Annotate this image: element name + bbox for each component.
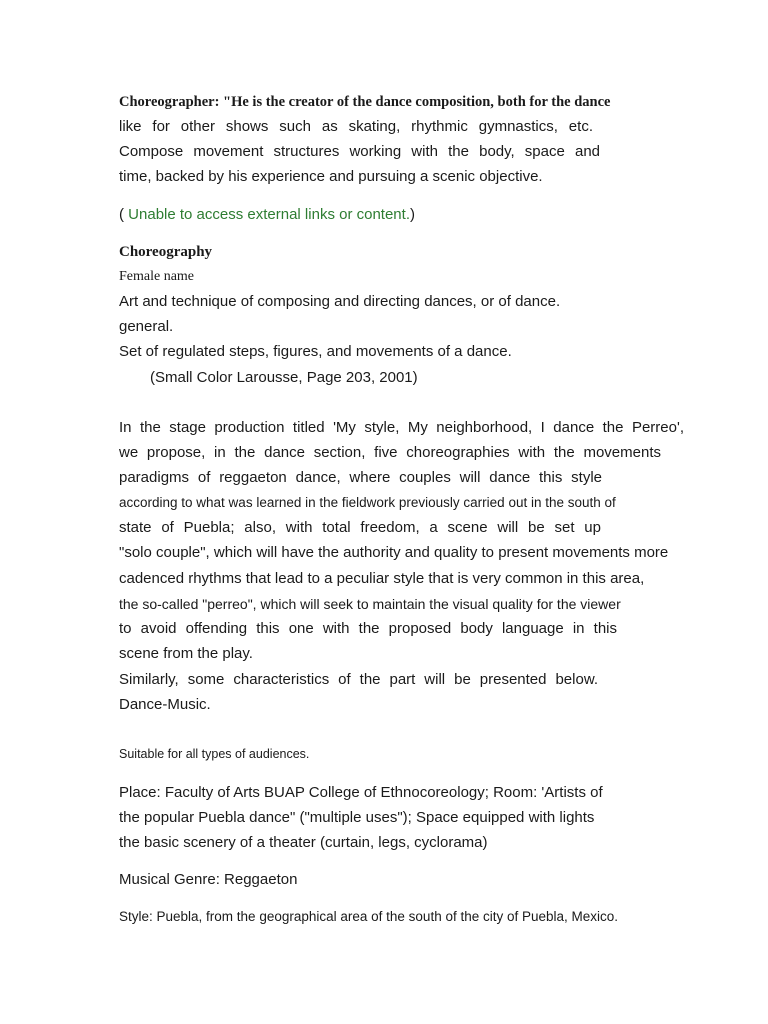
choreographer-heading-line: Choreographer: "He is the creator of the dance composition, both for the dance: [119, 94, 611, 110]
genre-line: Musical Genre: Reggaeton: [119, 871, 298, 888]
note-close-paren: ): [410, 206, 415, 223]
production-line: In the stage production titled 'My style, My neighborhood, I dance the Perreo',: [119, 419, 684, 436]
production-line: we propose, in the dance section, five choreographies with the movements: [119, 444, 661, 461]
production-line: paradigms of reggaeton dance, where couples will dance this style: [119, 469, 602, 486]
gender-label: Female name: [119, 269, 195, 284]
production-line: the so-called "perreo", which will seek to maintain the visual quality for the viewer: [119, 596, 621, 612]
choreographer-line-2: like for other shows such as skating, rhythmic gymnastics, etc.: [119, 118, 593, 135]
definition-citation: (Small Color Larousse, Page 203, 2001): [150, 369, 418, 386]
production-line: "solo couple", which will have the authority and quality to present movements more: [119, 544, 669, 561]
place-line-1: Place: Faculty of Arts BUAP College of Ethnocoreology; Room: 'Artists of: [119, 784, 603, 801]
choreographer-line-4: time, backed by his experience and pursuing a scenic objective.: [119, 168, 543, 185]
note-line: [119, 206, 415, 224]
choreography-heading: Choreography: [119, 244, 213, 260]
definition-line-3: Set of regulated steps, figures, and movements of a dance.: [119, 343, 512, 360]
place-line-3: the basic scenery of a theater (curtain, legs, cyclorama): [119, 834, 488, 851]
style-line: Style: Puebla, from the geographical area of the south of the city of Puebla, Mexico.: [119, 909, 619, 924]
production-line: according to what was learned in the fieldwork previously carried out in the south of: [119, 495, 616, 510]
choreographer-line-3: Compose movement structures working with the body, space and: [119, 143, 600, 160]
production-line: Dance-Music.: [119, 696, 211, 713]
note-open-paren: (: [119, 206, 129, 223]
production-line: scene from the play.: [119, 645, 253, 662]
place-line-2: the popular Puebla dance" ("multiple uses"); Space equipped with lights: [119, 809, 595, 826]
note-text: Unable to access external links or content.: [128, 206, 410, 223]
production-line: to avoid offending this one with the proposed body language in this: [119, 620, 617, 637]
production-line: cadenced rhythms that lead to a peculiar style that is very common in this area,: [119, 570, 645, 587]
audience-line: Suitable for all types of audiences.: [119, 747, 310, 761]
production-line: state of Puebla; also, with total freedom, a scene will be set up: [119, 519, 601, 536]
definition-line-1: Art and technique of composing and directing dances, or of dance.: [119, 293, 561, 310]
definition-line-2: general.: [119, 318, 174, 335]
production-line: Similarly, some characteristics of the part will be presented below.: [119, 671, 598, 688]
